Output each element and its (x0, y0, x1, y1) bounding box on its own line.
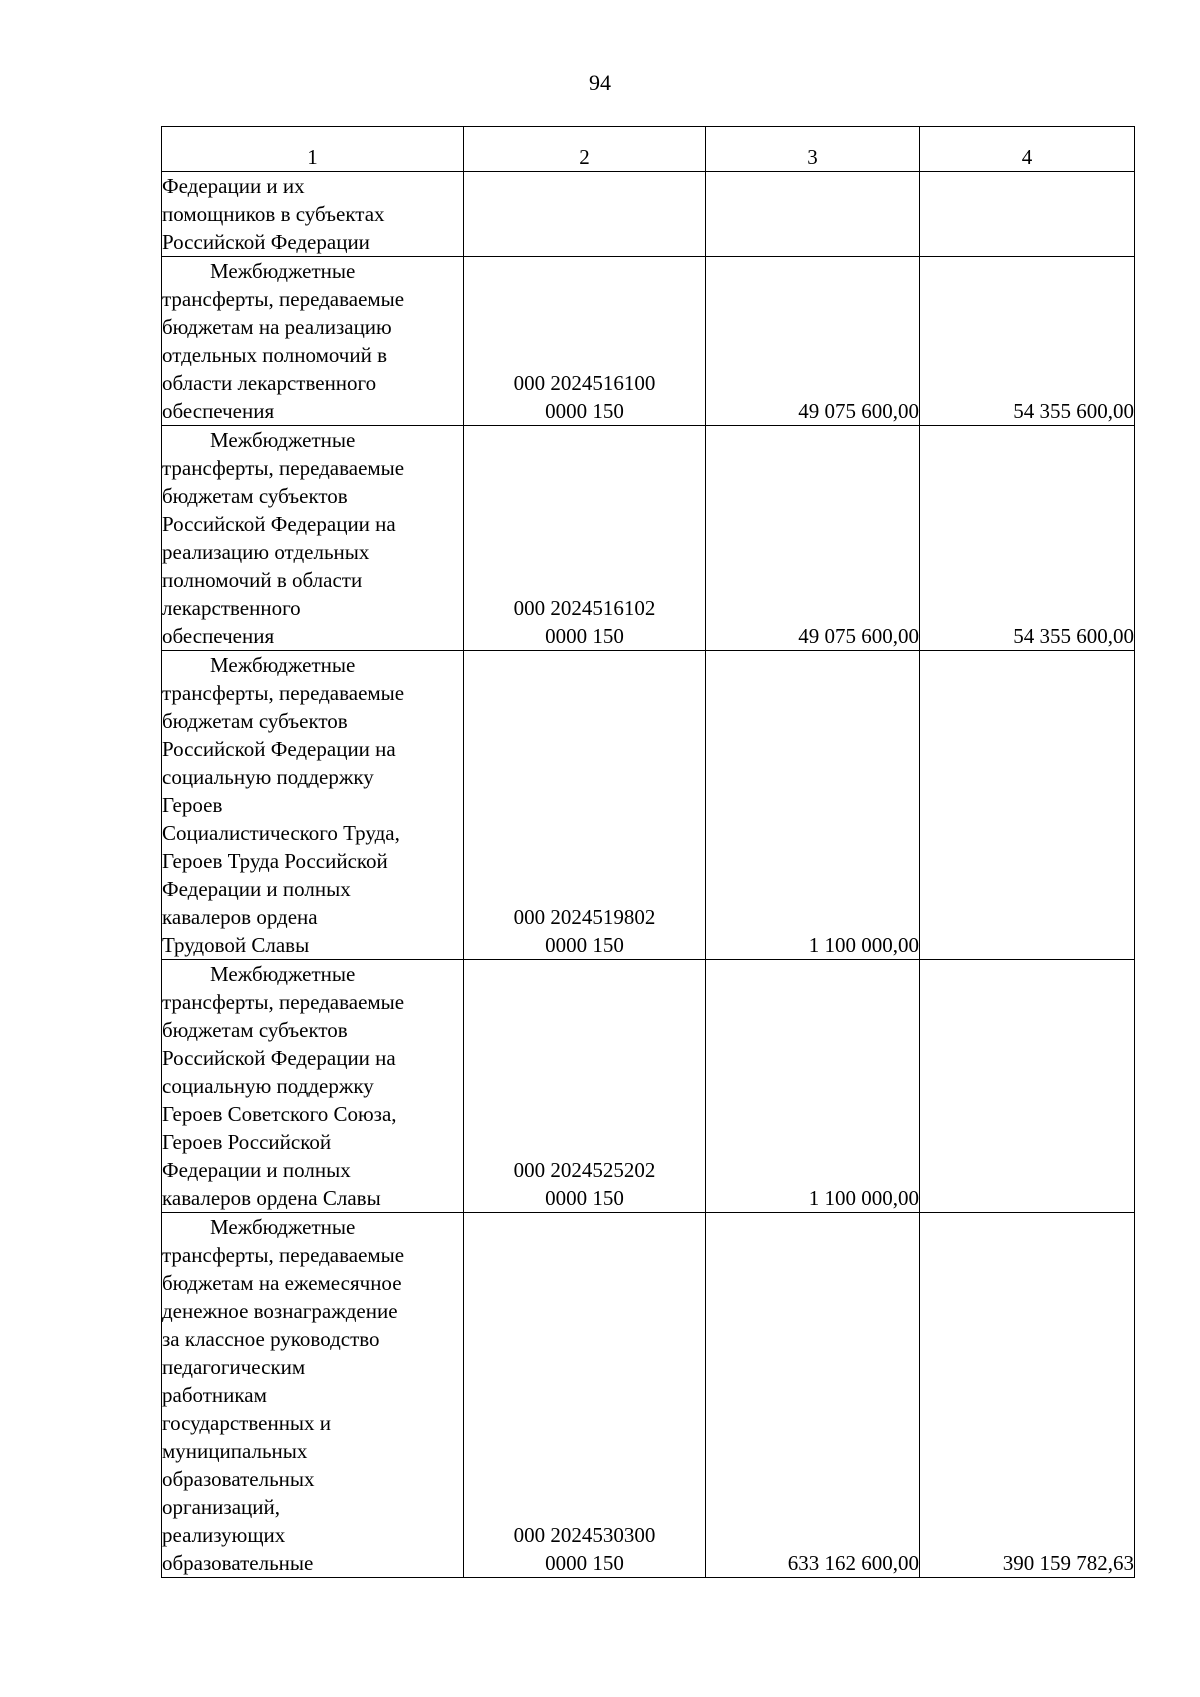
description-line: образовательных (162, 1467, 315, 1491)
description-line: лекарственного (162, 596, 301, 620)
amount-col3: 633 162 600,00 (706, 1213, 920, 1578)
amount-col4 (920, 172, 1135, 257)
header-row (162, 127, 1135, 172)
description-line: образовательные (162, 1551, 314, 1575)
budget-code (464, 960, 706, 1213)
description-line: кавалеров ордена Славы (162, 1186, 381, 1210)
description-line: Российской Федерации на (162, 1046, 396, 1070)
table-row (162, 257, 1135, 426)
budget-code-line: 0000 150 (545, 933, 624, 957)
amount-col4: 54 355 600,00 (920, 257, 1135, 426)
description-line: трансферты, передаваемые (162, 1243, 405, 1267)
row-description (162, 257, 464, 426)
description-line: Межбюджетные (210, 962, 356, 986)
description-line: Российской Федерации (162, 230, 370, 254)
description-line: денежное вознаграждение (162, 1299, 398, 1323)
table-row (162, 651, 1135, 960)
row-description (162, 1213, 464, 1578)
table-row (162, 960, 1135, 1213)
description-line: социальную поддержку (162, 1074, 374, 1098)
budget-code-line: 0000 150 (545, 1186, 624, 1210)
description-line: обеспечения (162, 624, 275, 648)
description-line: трансферты, передаваемые (162, 681, 405, 705)
description-line: отдельных полномочий в (162, 343, 388, 367)
description-line: социальную поддержку (162, 765, 374, 789)
amount-col3: 49 075 600,00 (706, 257, 920, 426)
description-line: Федерации и полных (162, 877, 351, 901)
description-line: Героев Российской (162, 1130, 332, 1154)
description-line: кавалеров ордена (162, 905, 318, 929)
budget-table (161, 126, 1135, 1578)
description-line: бюджетам субъектов (162, 709, 348, 733)
budget-code-line (464, 200, 705, 228)
column-header-3: 3 (706, 127, 920, 172)
description-line: Героев Труда Российской (162, 849, 388, 873)
description-line: Российской Федерации на (162, 512, 396, 536)
column-header-1: 1 (162, 127, 464, 172)
description-line: работникам (162, 1383, 267, 1407)
table-row (162, 426, 1135, 651)
description-line: трансферты, передаваемые (162, 990, 405, 1014)
budget-code-line (464, 228, 705, 256)
description-line: организаций, (162, 1495, 280, 1519)
description-line: муниципальных (162, 1439, 308, 1463)
description-line: бюджетам субъектов (162, 1018, 348, 1042)
description-line: Межбюджетные (210, 428, 356, 452)
description-line: реализующих (162, 1523, 286, 1547)
budget-code-line: 000 2024530300 (513, 1523, 656, 1547)
amount-col3: 49 075 600,00 (706, 426, 920, 651)
description-line: обеспечения (162, 399, 275, 423)
description-line: области лекарственного (162, 371, 377, 395)
amount-col4: 390 159 782,63 (920, 1213, 1135, 1578)
row-description (162, 426, 464, 651)
amount-col4: 54 355 600,00 (920, 426, 1135, 651)
budget-code-line: 000 2024516102 (513, 596, 656, 620)
description-line: трансферты, передаваемые (162, 287, 405, 311)
row-description (162, 172, 464, 257)
page-number: 94 (589, 70, 611, 95)
description-line: Героев Советского Союза, (162, 1102, 397, 1126)
budget-code-line: 000 2024516100 (513, 371, 656, 395)
budget-code (464, 651, 706, 960)
description-line: Героев (162, 793, 223, 817)
column-header-4: 4 (920, 127, 1135, 172)
amount-col3 (706, 172, 920, 257)
row-description (162, 960, 464, 1213)
description-line: бюджетам субъектов (162, 484, 348, 508)
amount-col4 (920, 960, 1135, 1213)
description-line: Трудовой Славы (162, 933, 310, 957)
description-line: помощников в субъектах (162, 202, 385, 226)
budget-code (464, 1213, 706, 1578)
table-body (162, 172, 1135, 1578)
description-line: Межбюджетные (210, 653, 356, 677)
description-line: педагогическим (162, 1355, 306, 1379)
budget-code-line: 0000 150 (545, 1551, 624, 1575)
description-line: трансферты, передаваемые (162, 456, 405, 480)
table-row (162, 172, 1135, 257)
table-row (162, 1213, 1135, 1578)
amount-col3: 1 100 000,00 (706, 960, 920, 1213)
budget-code (464, 257, 706, 426)
description-line: Российской Федерации на (162, 737, 396, 761)
column-header-2: 2 (464, 127, 706, 172)
budget-code (464, 172, 706, 257)
row-description (162, 651, 464, 960)
budget-code-line: 0000 150 (545, 399, 624, 423)
description-line: Социалистического Труда, (162, 821, 400, 845)
budget-code-line: 0000 150 (545, 624, 624, 648)
budget-code (464, 426, 706, 651)
budget-code-line: 000 2024519802 (513, 905, 656, 929)
amount-col3: 1 100 000,00 (706, 651, 920, 960)
description-line: реализацию отдельных (162, 540, 370, 564)
budget-code-line: 000 2024525202 (513, 1158, 656, 1182)
description-line: бюджетам на реализацию (162, 315, 392, 339)
description-line: Федерации и полных (162, 1158, 351, 1182)
description-line: Федерации и их (162, 174, 305, 198)
description-line: Межбюджетные (210, 259, 356, 283)
description-line: полномочий в области (162, 568, 363, 592)
description-line: государственных и (162, 1411, 332, 1435)
description-line: Межбюджетные (210, 1215, 356, 1239)
description-line: за классное руководство (162, 1327, 380, 1351)
description-line: бюджетам на ежемесячное (162, 1271, 402, 1295)
amount-col4 (920, 651, 1135, 960)
